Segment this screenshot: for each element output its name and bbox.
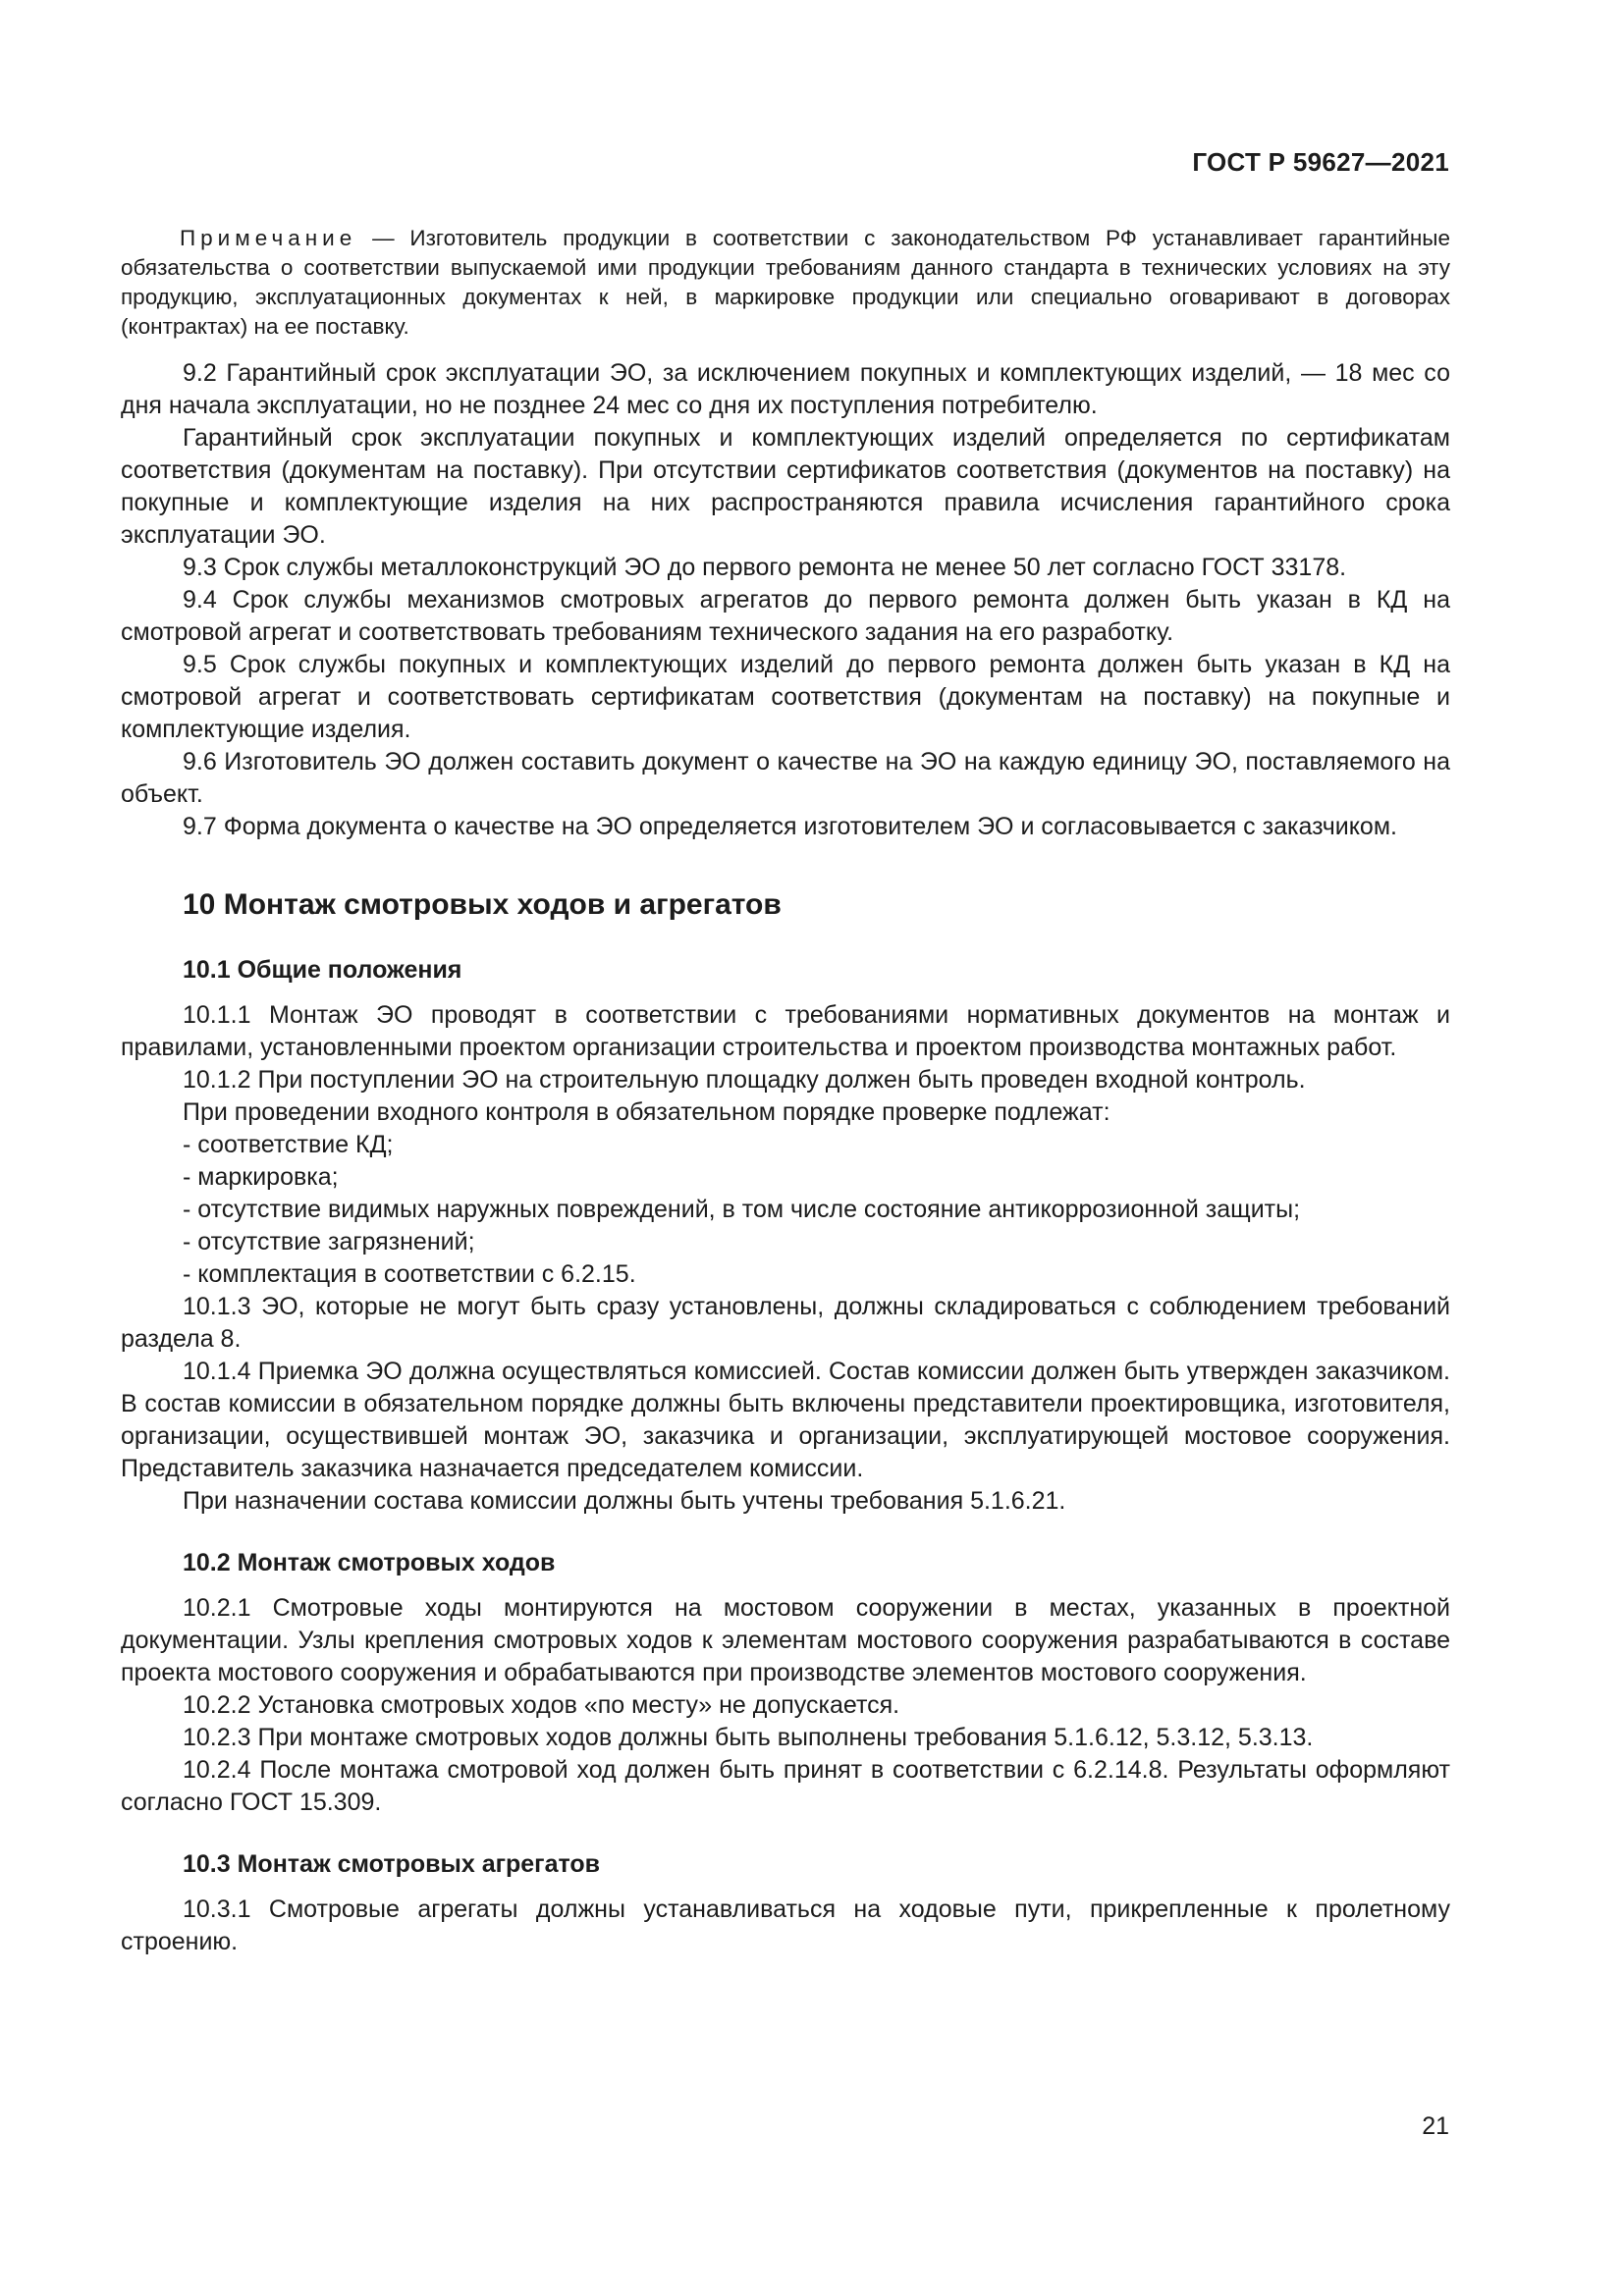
paragraph-10-1-4: 10.1.4 Приемка ЭО должна осуществляться комиссией. Состав комиссии должен быть утвержден заказчиком. В состав комиссии в обязательном порядке должны быть включены представители проектировщика, изготовителя, организации, осуществившей монтаж ЭО, заказчика и организации, эксплуатирующей мостовое сооружения. Представитель заказчика назначается председателем комиссии.: [121, 1358, 1450, 1482]
paragraph-10-1-4-continued: При назначении состава комиссии должны быть учтены требования 5.1.6.21.: [183, 1487, 1066, 1515]
list-item: - маркировка;: [183, 1163, 339, 1191]
paragraph-9-4: 9.4 Срок службы механизмов смотровых агрегатов до первого ремонта должен быть указан в КД на смотровой агрегат и соответствовать требованиям технического задания на его разработку.: [121, 586, 1450, 646]
paragraph-10-1-2: 10.1.2 При поступлении ЭО на строительную площадку должен быть проведен входной контроль.: [183, 1066, 1306, 1094]
section-10-1-heading: 10.1 Общие положения: [183, 956, 462, 984]
note-block: [121, 224, 1450, 342]
list-item: - отсутствие видимых наружных повреждений, в том числе состояние антикоррозионной защиты;: [183, 1196, 1301, 1223]
list-item: - отсутствие загрязнений;: [183, 1228, 475, 1255]
paragraph-10-1-3: 10.1.3 ЭО, которые не могут быть сразу установлены, должны складироваться с соблюдением требований раздела 8.: [121, 1293, 1450, 1353]
paragraph-10-1-2-continued: При проведении входного контроля в обязательном порядке проверке подлежат:: [183, 1098, 1110, 1126]
paragraph-10-2-2: 10.2.2 Установка смотровых ходов «по месту» не допускается.: [183, 1691, 900, 1719]
paragraph-10-2-4: 10.2.4 После монтажа смотровой ход должен быть принят в соответствии с 6.2.14.8. Результаты оформляют согласно ГОСТ 15.309.: [121, 1756, 1450, 1816]
list-item: - комплектация в соответствии с 6.2.15.: [183, 1260, 636, 1288]
section-10-3-heading: 10.3 Монтаж смотровых агрегатов: [183, 1850, 601, 1878]
paragraph-10-2-3: 10.2.3 При монтаже смотровых ходов должны быть выполнены требования 5.1.6.12, 5.3.12, 5.3.13.: [183, 1724, 1314, 1751]
paragraph-9-7: 9.7 Форма документа о качестве на ЭО определяется изготовителем ЭО и согласовывается с заказчиком.: [183, 813, 1397, 840]
paragraph-9-3: 9.3 Срок службы металлоконструкций ЭО до первого ремонта не менее 50 лет согласно ГОСТ 33178.: [183, 554, 1347, 581]
note-paragraph: [121, 224, 1450, 342]
list-item: - соответствие КД;: [183, 1131, 394, 1158]
paragraph-9-5: 9.5 Срок службы покупных и комплектующих изделий до первого ремонта должен быть указан в КД на смотровой агрегат и соответствовать сертификатам соответствия (документам на поставку) на покупные и комплектующие изделия.: [121, 651, 1450, 743]
note-text: — Изготовитель продукции в соответствии с законодательством РФ устанавливает гарантийные обязательства о соответствии выпускаемой ими продукции требованиям данного стандарта в технических условиях на эту продукцию, эксплуатационных документах к ней, в маркировке продукции или специально оговаривают в договорах (контрактах) на ее поставку.: [121, 226, 1450, 339]
note-label: Примечание: [180, 226, 357, 250]
paragraph-9-6: 9.6 Изготовитель ЭО должен составить документ о качестве на ЭО на каждую единицу ЭО, поставляемого на объект.: [121, 748, 1450, 808]
standard-code-header: ГОСТ Р 59627—2021: [1192, 147, 1449, 177]
page-number: 21: [1422, 2112, 1449, 2140]
section-10-2-heading: 10.2 Монтаж смотровых ходов: [183, 1549, 556, 1576]
document-body: [121, 357, 1450, 1958]
paragraph-10-1-1: 10.1.1 Монтаж ЭО проводят в соответствии с требованиями нормативных документов на монтаж и правилами, установленными проектом организации строительства и проектом производства монтажных работ.: [121, 1001, 1450, 1061]
paragraph-9-2-continued: Гарантийный срок эксплуатации покупных и комплектующих изделий определяется по сертификатам соответствия (документам на поставку). При отсутствии сертификатов соответствия (документов на поставку) на покупные и комплектующие изделия на них распространяются правила исчисления гарантийного срока эксплуатации ЭО.: [121, 424, 1450, 549]
paragraph-10-2-1: 10.2.1 Смотровые ходы монтируются на мостовом сооружении в местах, указанных в проектной документации. Узлы крепления смотровых ходов к элементам мостового сооружения разрабатываются в составе проекта мостового сооружения и обрабатываются при производстве элементов мостового сооружения.: [121, 1594, 1450, 1686]
section-10-heading: 10 Монтаж смотровых ходов и агрегатов: [183, 888, 782, 921]
paragraph-10-3-1: 10.3.1 Смотровые агрегаты должны устанавливаться на ходовые пути, прикрепленные к пролетному строению.: [121, 1896, 1450, 1955]
paragraph-9-2: 9.2 Гарантийный срок эксплуатации ЭО, за исключением покупных и комплектующих изделий, — 18 мес со дня начала эксплуатации, но не позднее 24 мес со дня их поступления потребителю.: [121, 359, 1450, 419]
